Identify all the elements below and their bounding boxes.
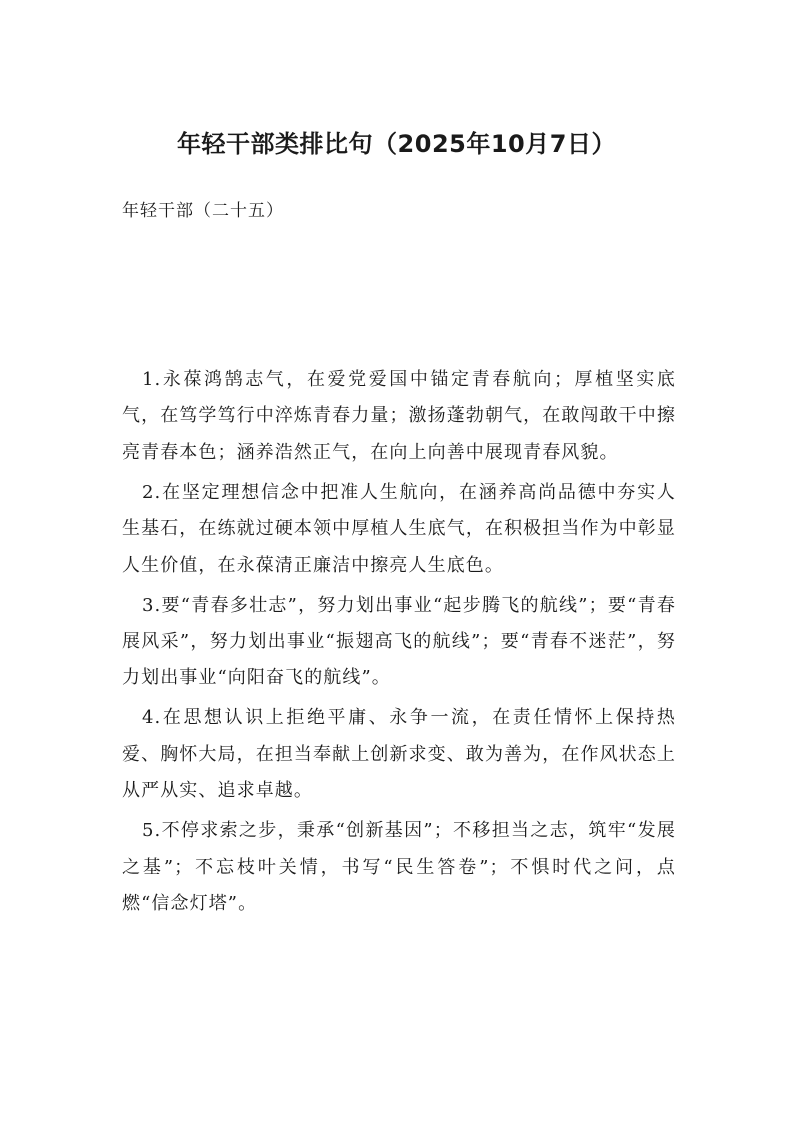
paragraph-1: 1.永葆鸿鹄志气，在爱党爱国中锚定青春航向；厚植坚实底气，在笃学笃行中淬炼青春力量；激扬蓬勃朝气，在敢闯敢干中擦亮青春本色；涵养浩然正气，在向上向善中展现青春风貌。 xyxy=(122,369,676,463)
document-subtitle: 年轻干部（二十五） xyxy=(122,201,284,221)
document-body xyxy=(122,362,676,926)
paragraph-5: 5.不停求索之步，秉承“创新基因”；不移担当之志，筑牢“发展之基”；不忘枝叶关情，书写“民生答卷”；不惧时代之问，点燃“信念灯塔”。 xyxy=(122,820,676,915)
document-title: 年轻干部类排比句（2025年10月7日） xyxy=(177,130,616,158)
paragraph-2: 2.在坚定理想信念中把准人生航向，在涵养高尚品德中夯实人生基石，在练就过硬本领中厚植人生底气，在积极担当作为中彰显人生价值，在永葆清正廉洁中擦亮人生底色。 xyxy=(122,481,676,576)
paragraph-3: 3.要“青春多壮志”，努力划出事业“起步腾飞的航线”；要“青春展风采”，努力划出事业“振翅高飞的航线”；要“青春不迷茫”，努力划出事业“向阳奋飞的航线”。 xyxy=(122,594,676,689)
paragraph-4: 4.在思想认识上拒绝平庸、永争一流，在责任情怀上保持热爱、胸怀大局，在担当奉献上创新求变、敢为善为，在作风状态上从严从实、追求卓越。 xyxy=(122,707,676,802)
